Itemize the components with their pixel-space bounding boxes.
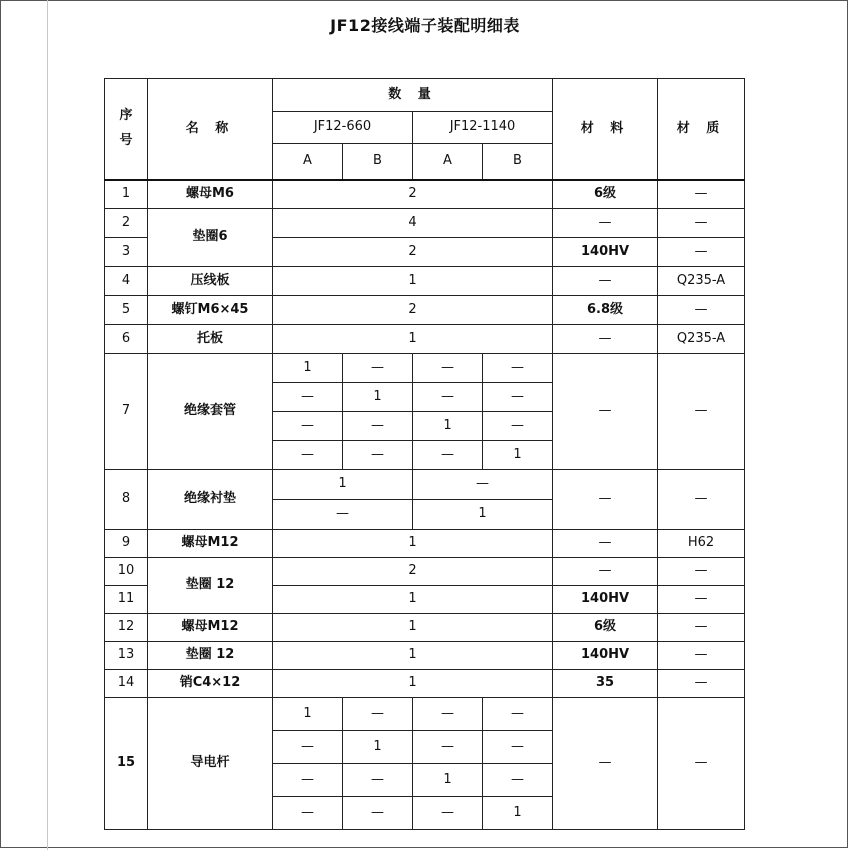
- row-quality: —: [658, 354, 745, 470]
- grid-cell: 1: [273, 470, 413, 500]
- grid-cell: —: [413, 354, 483, 383]
- header-sub-b: B: [343, 144, 413, 180]
- row-material: 140HV: [553, 642, 658, 670]
- table-row: [105, 470, 745, 500]
- row-qty: 1: [273, 267, 553, 296]
- grid-cell: —: [413, 698, 483, 731]
- row-material: —: [553, 209, 658, 238]
- row-name: 压线板: [148, 267, 273, 296]
- row-material: 6级: [553, 614, 658, 642]
- grid-cell: —: [413, 470, 553, 500]
- table-row: [105, 209, 745, 238]
- grid-cell: 1: [343, 731, 413, 764]
- grid-cell: —: [343, 797, 413, 830]
- row-material: 140HV: [553, 238, 658, 267]
- grid-cell: —: [483, 383, 553, 412]
- grid-cell: —: [343, 354, 413, 383]
- header-seq-1: 序: [119, 108, 133, 124]
- grid-cell: 1: [413, 412, 483, 441]
- row-name: 绝缘衬垫: [148, 470, 273, 530]
- row-material: —: [553, 558, 658, 586]
- row-qty: 2: [273, 238, 553, 267]
- row-no: 11: [105, 586, 148, 614]
- row-no: 4: [105, 267, 148, 296]
- grid-cell: —: [273, 441, 343, 470]
- row-no: 9: [105, 530, 148, 558]
- grid-cell: —: [483, 354, 553, 383]
- header-quantity: 数 量: [273, 79, 553, 112]
- grid-cell: —: [343, 412, 413, 441]
- row-material: 6级: [553, 180, 658, 209]
- table-row: [105, 530, 745, 558]
- header-seq: [105, 79, 148, 180]
- grid-cell: 1: [413, 500, 553, 530]
- row-qty: 1: [273, 670, 553, 698]
- row-no: 1: [105, 180, 148, 209]
- grid-cell: —: [273, 500, 413, 530]
- grid-cell: —: [413, 383, 483, 412]
- row-quality: Q235-A: [658, 325, 745, 354]
- grid-cell: —: [273, 412, 343, 441]
- row-qty: 1: [273, 642, 553, 670]
- grid-cell: —: [483, 698, 553, 731]
- parts-table: [104, 78, 745, 830]
- row-qty: 1: [273, 586, 553, 614]
- row-no: 14: [105, 670, 148, 698]
- grid-cell: —: [273, 764, 343, 797]
- header-model-1140: JF12-1140: [413, 112, 553, 144]
- row-material: —: [553, 267, 658, 296]
- row-name: 绝缘套管: [148, 354, 273, 470]
- row-qty: 1: [273, 325, 553, 354]
- row-material: —: [553, 354, 658, 470]
- row-material: 140HV: [553, 586, 658, 614]
- row-material: 6.8级: [553, 296, 658, 325]
- table-row: [105, 354, 745, 383]
- row-qty: 1: [273, 530, 553, 558]
- row-qty: 2: [273, 558, 553, 586]
- table-row: [105, 670, 745, 698]
- table-row: [105, 296, 745, 325]
- grid-cell: —: [483, 764, 553, 797]
- row-qty: 2: [273, 180, 553, 209]
- margin-line: [47, 0, 48, 850]
- row-name: 垫圈 12: [148, 558, 273, 614]
- grid-cell: 1: [273, 698, 343, 731]
- row-no: 3: [105, 238, 148, 267]
- header-quality: 材 质: [658, 79, 745, 180]
- row-quality: Q235-A: [658, 267, 745, 296]
- row-quality: —: [658, 614, 745, 642]
- row-quality: —: [658, 642, 745, 670]
- row-name: 垫圈 12: [148, 642, 273, 670]
- row-name: 螺母M12: [148, 614, 273, 642]
- table-row: [105, 698, 745, 731]
- grid-cell: —: [273, 797, 343, 830]
- row-material: —: [553, 325, 658, 354]
- row-no: 8: [105, 470, 148, 530]
- grid-cell: —: [343, 441, 413, 470]
- row-qty: 4: [273, 209, 553, 238]
- grid-cell: —: [483, 412, 553, 441]
- row-quality: —: [658, 238, 745, 267]
- header-material: 材 料: [553, 79, 658, 180]
- table-row: [105, 614, 745, 642]
- row-no: 15: [105, 698, 148, 830]
- grid-cell: —: [483, 731, 553, 764]
- grid-cell: 1: [273, 354, 343, 383]
- header-row: [105, 79, 745, 112]
- row-material: —: [553, 698, 658, 830]
- table-row: [105, 180, 745, 209]
- header-sub-b: B: [483, 144, 553, 180]
- grid-cell: —: [413, 441, 483, 470]
- row-quality: H62: [658, 530, 745, 558]
- grid-cell: 1: [413, 764, 483, 797]
- row-material: —: [553, 470, 658, 530]
- header-model-660: JF12-660: [273, 112, 413, 144]
- row-no: 6: [105, 325, 148, 354]
- row-name: 螺母M6: [148, 180, 273, 209]
- row-no: 13: [105, 642, 148, 670]
- row-qty: 1: [273, 614, 553, 642]
- page-title: JF12接线端子装配明细表: [330, 16, 520, 35]
- grid-cell: —: [273, 731, 343, 764]
- header-name: 名 称: [148, 79, 273, 180]
- grid-cell: 1: [343, 383, 413, 412]
- row-no: 5: [105, 296, 148, 325]
- grid-cell: —: [413, 731, 483, 764]
- row-name: 螺母M12: [148, 530, 273, 558]
- row-quality: —: [658, 470, 745, 530]
- table-row: [105, 267, 745, 296]
- grid-cell: 1: [483, 797, 553, 830]
- row-name: 螺钉M6×45: [148, 296, 273, 325]
- table-row: [105, 558, 745, 586]
- row-name: 导电杆: [148, 698, 273, 830]
- row-no: 10: [105, 558, 148, 586]
- table-row: [105, 325, 745, 354]
- grid-cell: 1: [483, 441, 553, 470]
- row-qty: 2: [273, 296, 553, 325]
- grid-cell: —: [343, 698, 413, 731]
- header-sub-a: A: [413, 144, 483, 180]
- row-quality: —: [658, 698, 745, 830]
- row-no: 2: [105, 209, 148, 238]
- row-no: 12: [105, 614, 148, 642]
- row-quality: —: [658, 670, 745, 698]
- row-name: 垫圈6: [148, 209, 273, 267]
- table-row: [105, 642, 745, 670]
- row-material: —: [553, 530, 658, 558]
- row-quality: —: [658, 586, 745, 614]
- row-quality: —: [658, 296, 745, 325]
- row-quality: —: [658, 558, 745, 586]
- row-name: 托板: [148, 325, 273, 354]
- header-sub-a: A: [273, 144, 343, 180]
- row-material: 35: [553, 670, 658, 698]
- grid-cell: —: [273, 383, 343, 412]
- grid-cell: —: [413, 797, 483, 830]
- row-no: 7: [105, 354, 148, 470]
- row-name: 销C4×12: [148, 670, 273, 698]
- row-quality: —: [658, 180, 745, 209]
- row-quality: —: [658, 209, 745, 238]
- header-seq-2: 号: [119, 132, 133, 148]
- grid-cell: —: [343, 764, 413, 797]
